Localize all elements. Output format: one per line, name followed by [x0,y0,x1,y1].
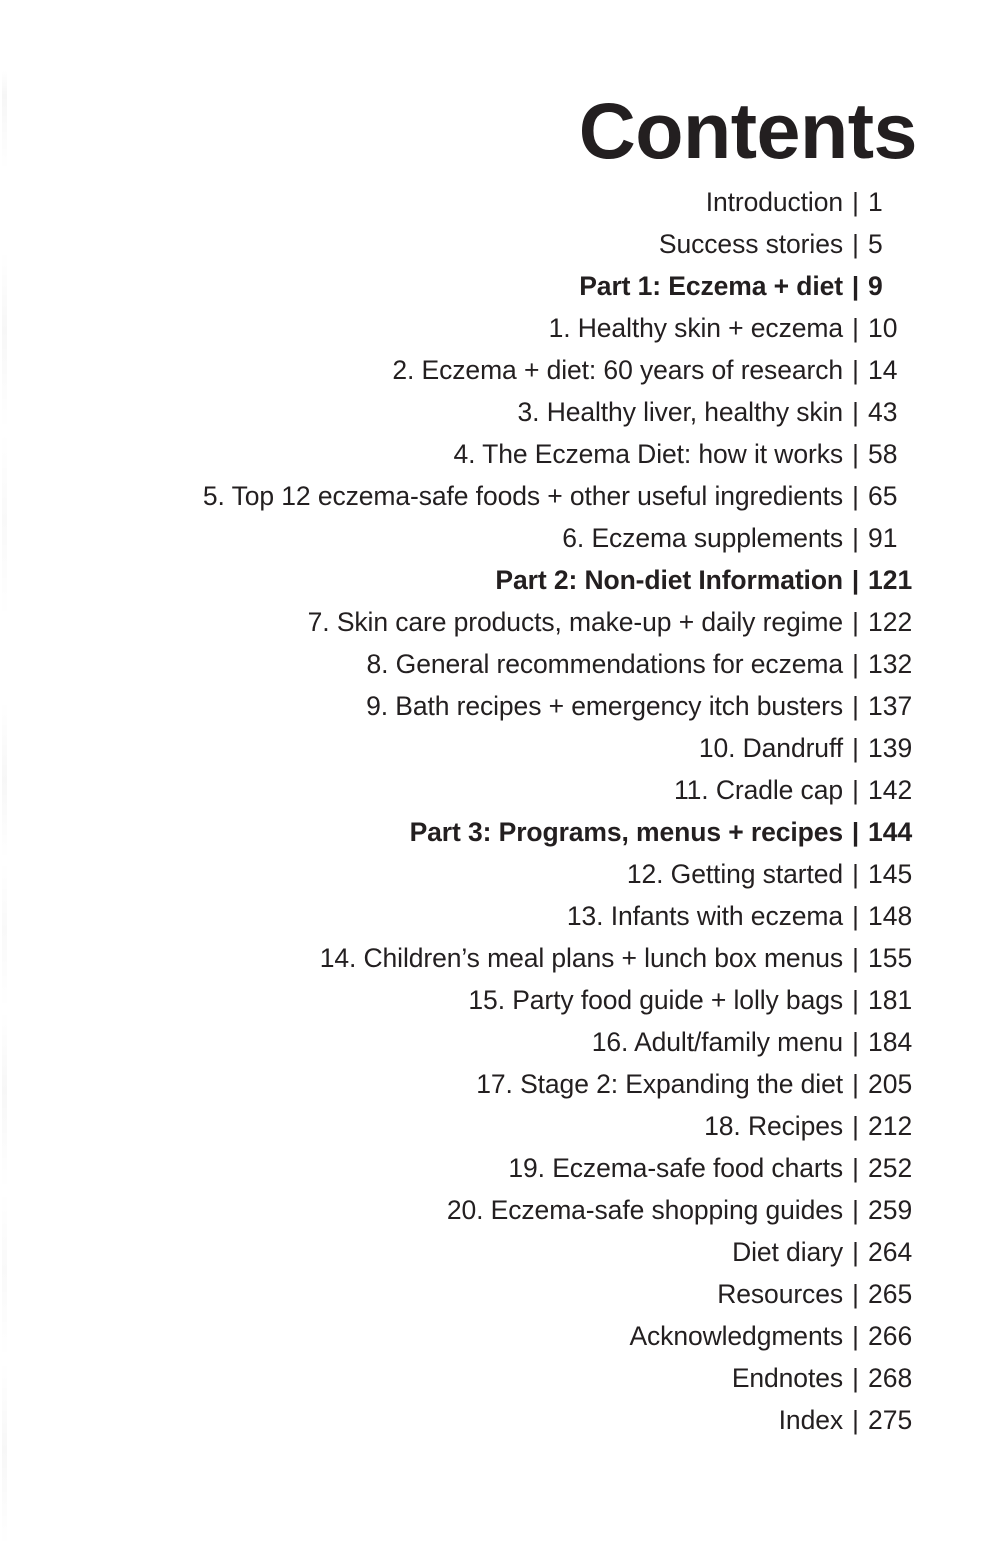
toc-page-number: 10 [868,313,898,343]
toc-separator: | [852,1321,859,1351]
toc-page-number: 184 [868,1027,913,1057]
toc-separator: | [852,481,859,511]
toc-entry-label: Endnotes [731,1363,843,1393]
toc-entry-list [0,181,1000,1441]
toc-separator: | [852,859,859,889]
toc-entry[interactable] [0,517,1000,559]
toc-entry[interactable] [0,1357,1000,1399]
toc-page-number: 137 [868,691,913,721]
toc-separator: | [852,229,859,259]
toc-separator: | [852,775,859,805]
toc-page-number: 155 [868,943,913,973]
toc-page-number: 1 [868,187,883,217]
toc-entry[interactable] [0,853,1000,895]
toc-separator: | [852,1279,859,1309]
toc-entry[interactable] [0,727,1000,769]
toc-page-number: 252 [868,1153,913,1183]
toc-separator: | [852,943,859,973]
toc-separator: | [852,439,859,469]
toc-page-number: 212 [868,1111,913,1141]
toc-page-number: 91 [868,523,898,553]
toc-separator: | [852,649,859,679]
toc-entry-label: 4. The Eczema Diet: how it works [453,439,843,469]
toc-page-number: 139 [868,733,913,763]
toc-page-number: 268 [868,1363,913,1393]
toc-entry-label: Diet diary [732,1237,843,1267]
toc-entry[interactable] [0,1189,1000,1231]
toc-entry-label: 1. Healthy skin + eczema [548,313,843,343]
toc-separator: | [852,733,859,763]
toc-entry[interactable] [0,895,1000,937]
toc-separator: | [851,271,860,301]
toc-entry-label: 14. Children’s meal plans + lunch box menus [319,943,843,973]
toc-entry-label: Success stories [658,229,843,259]
toc-entry-label: 20. Eczema-safe shopping guides [446,1195,843,1225]
toc-separator: | [852,1237,859,1267]
toc-page-number: 14 [868,355,898,385]
toc-entry-label: 19. Eczema-safe food charts [508,1153,843,1183]
toc-entry[interactable] [0,1231,1000,1273]
toc-entry-label: 16. Adult/family menu [591,1027,843,1057]
toc-separator: | [852,985,859,1015]
toc-page-number: 132 [868,649,913,679]
toc-entry-label: 8. General recommendations for eczema [366,649,843,679]
toc-page-number: 275 [868,1405,913,1435]
toc-page-number: 5 [868,229,883,259]
toc-page-number: 9 [868,271,883,301]
toc-separator: | [851,565,860,595]
toc-separator: | [852,187,859,217]
toc-part-heading[interactable] [0,811,1000,853]
toc-entry-label: 10. Dandruff [698,733,843,763]
toc-page-number: 145 [868,859,913,889]
toc-entry[interactable] [0,349,1000,391]
toc-entry-label: 9. Bath recipes + emergency itch busters [366,691,843,721]
toc-entry[interactable] [0,937,1000,979]
toc-entry[interactable] [0,601,1000,643]
toc-entry[interactable] [0,1063,1000,1105]
toc-entry-label: Part 3: Programs, menus + recipes [409,817,843,847]
toc-entry-label: 17. Stage 2: Expanding the diet [476,1069,843,1099]
toc-entry[interactable] [0,223,1000,265]
toc-page-number: 265 [868,1279,913,1309]
toc-entry-label: 6. Eczema supplements [562,523,843,553]
toc-entry[interactable] [0,1315,1000,1357]
toc-page-number: 65 [868,481,898,511]
toc-entry-label: 3. Healthy liver, healthy skin [517,397,843,427]
toc-entry[interactable] [0,181,1000,223]
toc-entry[interactable] [0,1399,1000,1441]
toc-entry[interactable] [0,307,1000,349]
toc-entry[interactable] [0,1105,1000,1147]
toc-entry-label: Index [778,1405,843,1435]
toc-separator: | [852,1363,859,1393]
toc-entry-label: 7. Skin care products, make-up + daily regime [307,607,843,637]
toc-entry-label: 18. Recipes [704,1111,843,1141]
toc-separator: | [852,355,859,385]
toc-page-number: 259 [868,1195,913,1225]
toc-separator: | [852,1027,859,1057]
toc-page-number: 144 [868,817,913,847]
toc-entry-label: 13. Infants with eczema [566,901,843,931]
toc-page-number: 142 [868,775,913,805]
toc-page-number: 43 [868,397,898,427]
toc-entry[interactable] [0,769,1000,811]
toc-entry-label: 5. Top 12 eczema-safe foods + other useful ingredients [202,481,843,511]
toc-page-number: 122 [868,607,913,637]
toc-entry[interactable] [0,391,1000,433]
toc-page-number: 121 [868,565,913,595]
toc-entry-label: 2. Eczema + diet: 60 years of research [392,355,843,385]
toc-separator: | [852,397,859,427]
toc-page-number: 58 [868,439,898,469]
toc-entry-label: 12. Getting started [626,859,843,889]
toc-entry[interactable] [0,643,1000,685]
toc-entry[interactable] [0,475,1000,517]
toc-page-number: 148 [868,901,913,931]
toc-entry-label: Part 1: Eczema + diet [579,271,843,301]
toc-separator: | [852,1195,859,1225]
toc-entry-label: Part 2: Non-diet Information [495,565,843,595]
toc-separator: | [851,817,860,847]
toc-entry-label: 11. Cradle cap [674,775,843,805]
toc-page-number: 264 [868,1237,913,1267]
toc-page-number: 205 [868,1069,913,1099]
toc-entry[interactable] [0,979,1000,1021]
toc-separator: | [852,1405,859,1435]
toc-entry[interactable] [0,1147,1000,1189]
toc-entry[interactable] [0,433,1000,475]
toc-entry-label: Acknowledgments [629,1321,843,1351]
toc-part-heading[interactable] [0,559,1000,601]
toc-separator: | [852,1153,859,1183]
toc-separator: | [852,523,859,553]
toc-entry[interactable] [0,1273,1000,1315]
toc-entry-label: Resources [717,1279,843,1309]
toc-entry[interactable] [0,1021,1000,1063]
toc-separator: | [852,607,859,637]
toc-page-number: 181 [868,985,913,1015]
toc-separator: | [852,901,859,931]
toc-part-heading[interactable] [0,265,1000,307]
toc-separator: | [852,691,859,721]
toc-page-number: 266 [868,1321,913,1351]
toc-entry[interactable] [0,685,1000,727]
toc-entry-label: 15. Party food guide + lolly bags [468,985,843,1015]
page-title: Contents [578,85,917,175]
toc-separator: | [852,1069,859,1099]
toc-separator: | [852,1111,859,1141]
toc-entry-label: Introduction [705,187,843,217]
toc-separator: | [852,313,859,343]
